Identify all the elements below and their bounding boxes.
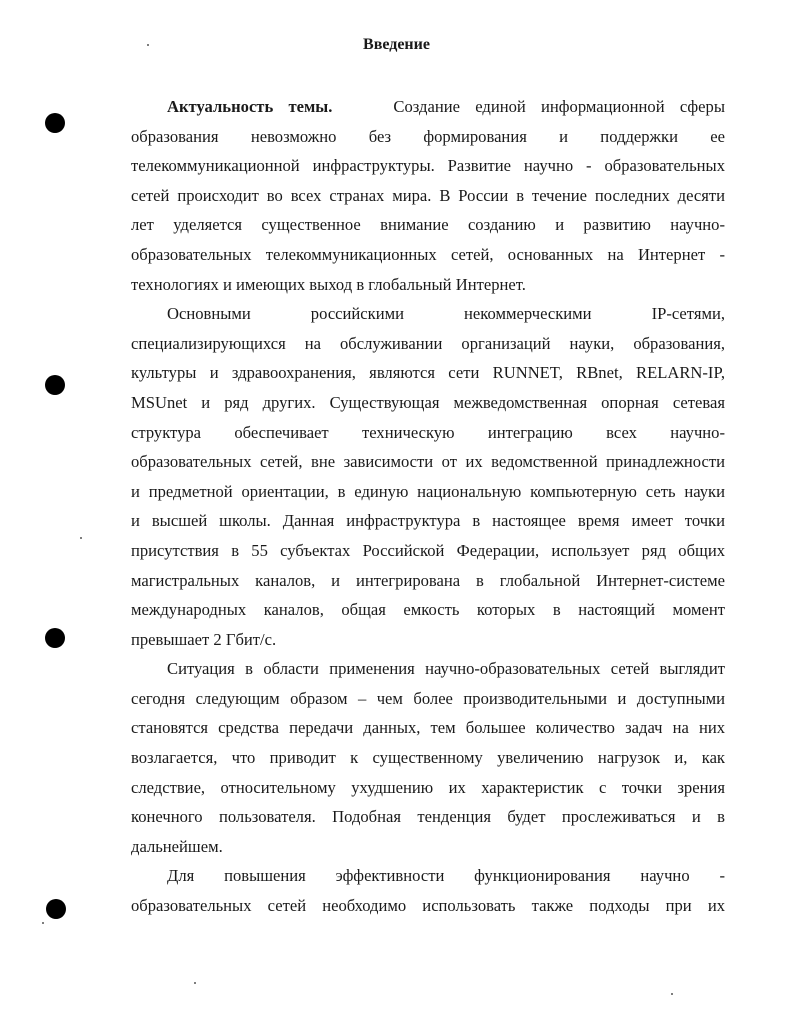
section-lead: Актуальность темы.	[167, 97, 333, 116]
text-line: Ситуация в области применения научно-образовательных сетей выглядит	[167, 659, 725, 679]
text-line: и предметной ориентации, в единую национальную компьютерную сеть науки	[131, 481, 725, 501]
text-line: международных каналов, общая емкость которых в настоящий момент	[131, 600, 725, 620]
text-line: становятся средства передачи данных, тем большее количество задач на них	[131, 718, 725, 738]
text-line: возлагается, что приводит к существенному увеличению нагрузок и, как	[131, 748, 725, 768]
text-line: сетей происходит во всех странах мира. В России в течение последних десяти	[131, 185, 725, 205]
document-body	[131, 92, 725, 921]
paragraph	[131, 299, 725, 654]
paragraph	[131, 92, 725, 299]
scan-speck	[194, 982, 196, 984]
punch-hole	[45, 375, 65, 395]
text-line: Актуальность темы. Создание единой информационной сферы	[167, 97, 725, 116]
paragraph	[131, 654, 725, 861]
text-line: Основными российскими некоммерческими IP-сетями,	[167, 304, 725, 324]
text-line: лет уделяется существенное внимание созданию и развитию научно-	[131, 215, 725, 235]
text-line: технологиях и имеющих выход в глобальный Интернет.	[131, 274, 526, 294]
text-line: образовательных сетей необходимо использовать также подходы при их	[131, 896, 725, 916]
scan-speck	[147, 44, 149, 46]
punch-hole	[45, 628, 65, 648]
text-line: образования невозможно без формирования и поддержки ее	[131, 126, 725, 146]
text-line: образовательных сетей, вне зависимости от их ведомственной принадлежности	[131, 452, 725, 472]
text-line: магистральных каналов, и интегрирована в глобальной Интернет-системе	[131, 570, 725, 590]
scan-speck	[80, 537, 82, 539]
text-line: образовательных телекоммуникационных сетей, основанных на Интернет -	[131, 244, 725, 264]
text-line: Для повышения эффективности функционирования научно -	[167, 866, 725, 886]
text-line: дальнейшем.	[131, 836, 223, 856]
text-line: специализирующихся на обслуживании организаций науки, образования,	[131, 333, 725, 353]
text-line: присутствия в 55 субъектах Российской Федерации, использует ряд общих	[131, 540, 725, 560]
text-line: следствие, относительному ухудшению их характеристик с точки зрения	[131, 777, 725, 797]
text-line: превышает 2 Гбит/с.	[131, 629, 277, 649]
punch-hole	[45, 113, 65, 133]
text-line: конечного пользователя. Подобная тенденция будет прослеживаться и в	[131, 807, 725, 827]
page-title: Введение	[363, 36, 430, 53]
text-line: и высшей школы. Данная инфраструктура в настоящее время имеет точки	[131, 511, 725, 531]
text-line: сегодня следующим образом – чем более производительными и доступными	[131, 688, 725, 708]
scan-speck	[671, 993, 673, 995]
punch-hole	[46, 899, 66, 919]
paragraph	[131, 861, 725, 920]
scan-speck	[42, 922, 44, 924]
text-line: структура обеспечивает техническую интеграцию всех научно-	[131, 422, 725, 442]
text-line: культуры и здравоохранения, являются сети RUNNET, RBnet, RELARN-IP,	[131, 363, 725, 383]
text-line: MSUnet и ряд других. Существующая межведомственная опорная сетевая	[131, 392, 725, 412]
text-line: телекоммуникационной инфраструктуры. Развитие научно - образовательных	[131, 156, 725, 176]
